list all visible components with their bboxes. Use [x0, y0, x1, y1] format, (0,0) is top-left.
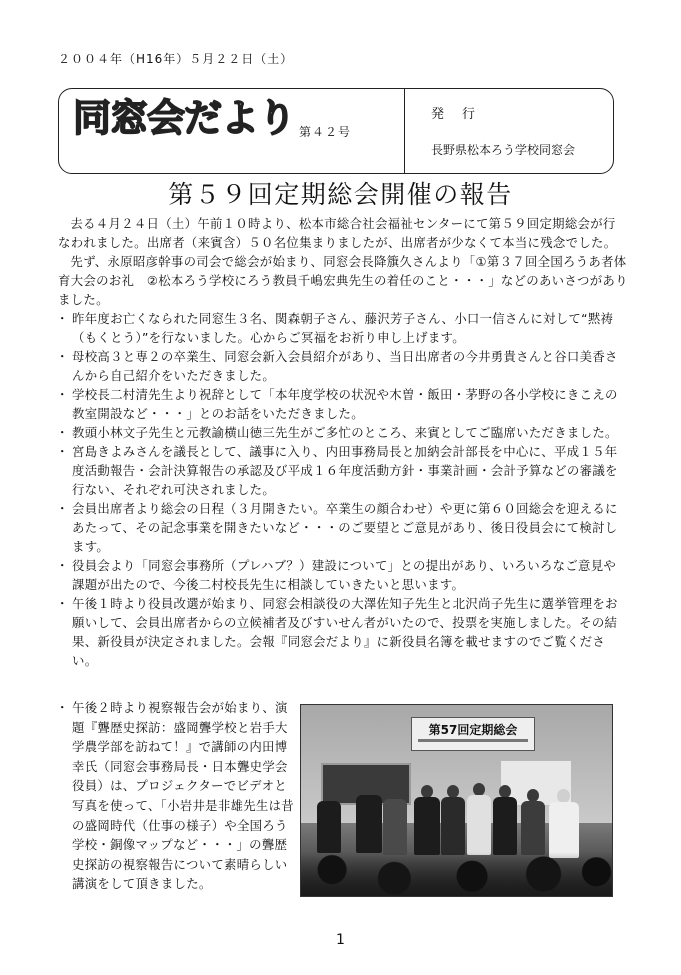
list-item-lecture: ・ 午後２時より視察報告会が始まり、演題『聾歴史探訪：盛岡聾学校と岩手大学農学部を訪ねて！』で講師の内田博幸氏（同窓会事務局長・日本聾史学会役員）は、プロジェクターでビデオと写真を使って、「小岩井是非雄先生は昔の盛岡時代（仕事の様子）や全国ろう学校・銅像マップなど・・・」の聾歴史探訪の視察報告について素晴らしい講演をして頂きました。	[58, 698, 298, 894]
list-item: ・ 役員会より「同窓会事務所（プレハブ？）建設について」との提出があり、いろいろなご意見や課題が出たので、今後二村校長先生に相談していきたいと思います。	[58, 556, 628, 594]
publisher-label: 発行	[431, 107, 494, 122]
photo-banner-subline	[418, 739, 528, 742]
person-figure	[521, 801, 545, 855]
paragraph: 先ず、永原昭彦幹事の司会で総会が始まり、同窓会長降籏久さんより「①第３７回全国ろうあ者体育大会のお礼 ②松本ろう学校にろう教員千嶋宏典先生の着任のこと・・・」などのあいさつがありました。	[58, 254, 628, 307]
photo-banner	[411, 717, 535, 751]
newsletter-title: 同窓会だより	[73, 96, 296, 140]
photo-audience	[301, 852, 612, 896]
publisher-name: 長野県松本ろう学校同窓会	[431, 143, 576, 157]
page-number: 1	[336, 932, 345, 948]
meeting-photo	[300, 704, 613, 897]
masthead-box	[58, 88, 614, 174]
issue-date: ２００４年（H16年）５月２２日（土）	[58, 52, 294, 66]
photo-banner-text: 第57回定期総会	[428, 723, 518, 737]
person-figure	[414, 797, 440, 855]
person-figure	[467, 795, 491, 855]
person-figure	[317, 801, 341, 853]
person-head	[557, 789, 570, 803]
list-item: ・ 宮島きよみさんを議長として、議事に入り、内田事務局長と加納会計部長を中心に、平成１５年度活動報告・会計決算報告の承認及び平成１６年度活動方針・事業計画・会計予算などの審議を行ない、それぞれ可決されました。	[58, 442, 628, 499]
list-item: ・ 学校長二村清先生より祝辞として「本年度学校の状況や木曽・飯田・茅野の各小学校にきこえの教室開設など・・・」とのお話をいただきました。	[58, 385, 628, 423]
article-body	[58, 214, 628, 670]
list-item: ・ 午後１時より役員改選が始まり、同窓会相談役の大澤佐知子先生と北沢尚子先生に選挙管理をお願いして、会員出席者からの立候補者及びすいせん者がいたので、投票を実施しました。その結果、新役員が決定されました。会報『同窓会だより』に新役員名簿を載せますのでご覧ください。	[58, 594, 628, 670]
person-figure	[493, 797, 517, 855]
report-list	[58, 309, 628, 670]
person-figure	[441, 797, 465, 855]
paragraph: 去る４月２４日（土）午前１０時より、松本市総合社会福祉センターにて第５９回定期総会が行なわれました。出席者（来賓含）５０名位集まりましたが、出席者が少なくて本当に残念でした。	[58, 216, 617, 250]
person-figure	[549, 802, 579, 858]
article-headline: 第５９回定期総会開催の報告	[168, 180, 513, 209]
list-item: ・ 教頭小林文子先生と元教諭横山徳三先生がご多忙のところ、来賓としてご臨席いただきました。	[58, 423, 628, 442]
issue-number: 第４２号	[299, 125, 352, 139]
list-item: ・ 昨年度お亡くなられた同窓生３名、関森朝子さん、藤沢芳子さん、小口一信さんに対して“黙祷（もくとう）”を行ないました。心からご冥福をお祈り申し上げます。	[58, 309, 628, 347]
person-figure	[356, 795, 382, 853]
list-item: ・ 母校高３と専２の卒業生、同窓会新入会員紹介があり、当日出席者の今井勇貴さんと谷口美香さんから自己紹介をいただきました。	[58, 347, 628, 385]
person-figure	[383, 799, 407, 855]
list-item: ・ 会員出席者より総会の日程（３月開きたい。卒業生の顔合わせ）や更に第６０回総会を迎えるにあたって、その記念事業を開きたいなど・・・のご要望とご意見があり、後日役員会にて検討します。	[58, 499, 628, 556]
masthead-divider	[404, 89, 405, 173]
